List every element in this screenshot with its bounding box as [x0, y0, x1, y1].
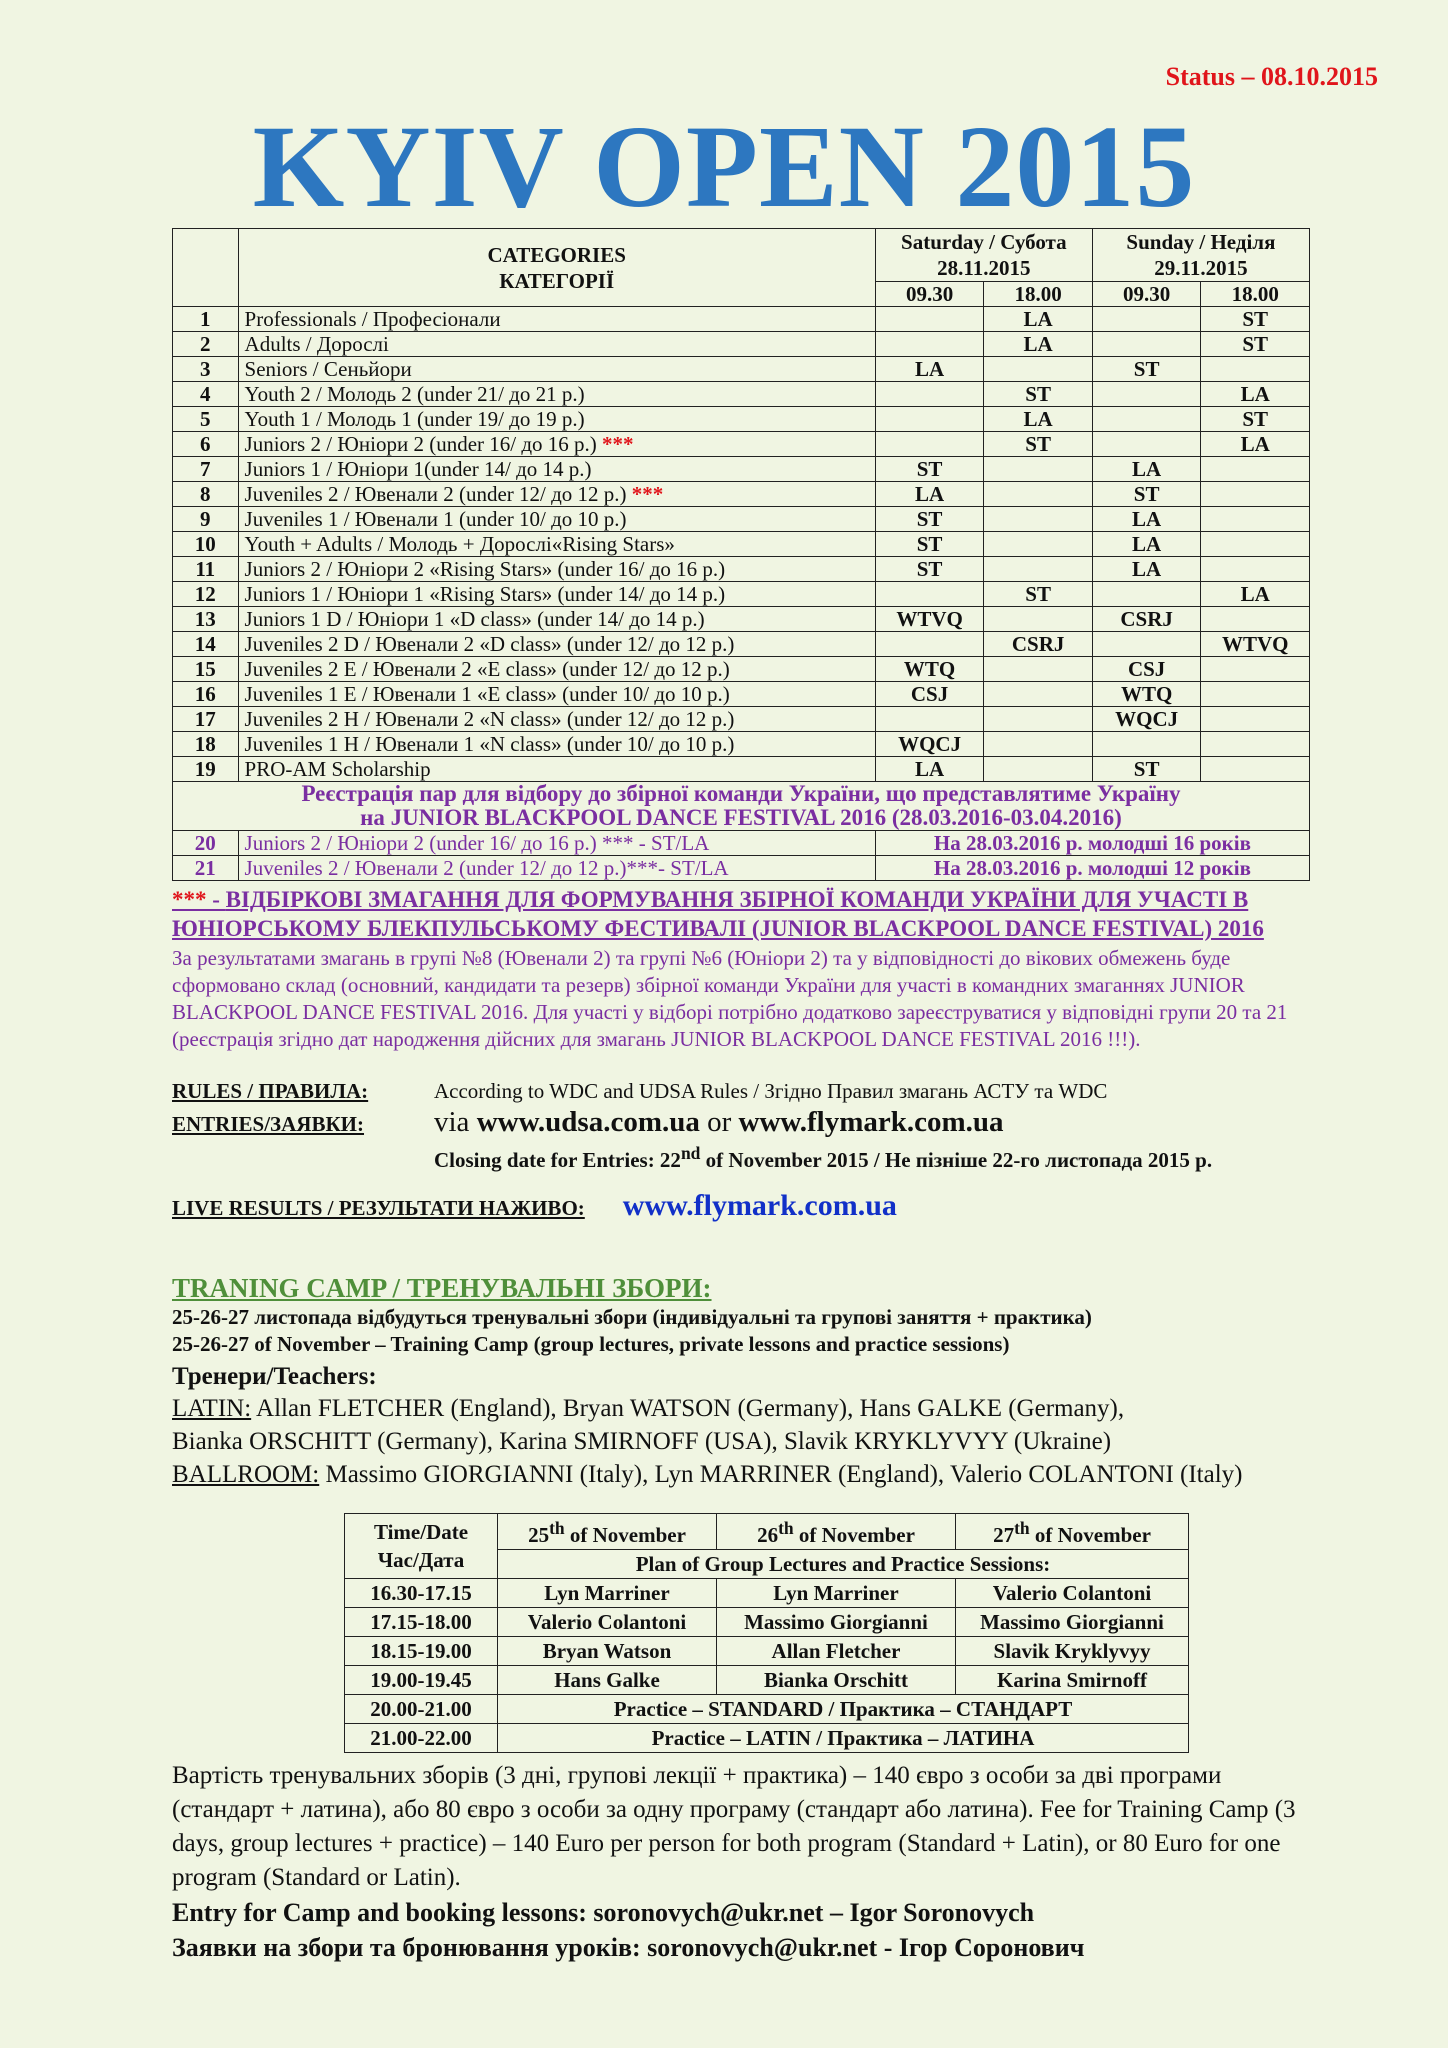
contact-en: Entry for Camp and booking lessons: soronovych@ukr.net – Igor Soronovych: [172, 1898, 1035, 1927]
slot-sat-evening: [984, 682, 1093, 707]
qualification-line-2: на JUNIOR BLACKPOOL DANCE FESTIVAL 2016 (28.03.2016-03.04.2016): [360, 805, 1122, 830]
slot-sat-morning: ST: [875, 557, 984, 582]
category-number: 19: [173, 757, 239, 782]
slot-sun-evening: LA: [1201, 582, 1310, 607]
schedule-row: [345, 1666, 1189, 1695]
slot-sat-evening: ST: [984, 382, 1093, 407]
schedule-teacher-day26: Bianka Orschitt: [717, 1666, 956, 1695]
category-number: 16: [173, 682, 239, 707]
category-name: Seniors / Сеньйори: [244, 357, 412, 381]
slot-sat-morning: [875, 432, 984, 457]
slot-sat-evening: LA: [984, 332, 1093, 357]
schedule-teacher-day27: Karina Smirnoff: [956, 1666, 1189, 1695]
selection-group-number: 21: [173, 856, 239, 881]
categories-header-ua: КАТЕГОРІЇ: [499, 268, 615, 293]
slot-sun-morning: [1092, 332, 1201, 357]
category-row: [173, 532, 1310, 557]
category-row: [173, 407, 1310, 432]
slot-sat-morning: [875, 307, 984, 332]
slot-sat-morning: [875, 707, 984, 732]
category-name: Youth 2 / Молодь 2 (under 21/ до 21 р.): [244, 382, 585, 406]
category-name-cell: [238, 482, 875, 507]
entries-label: ENTRIES/ЗАЯВКИ:: [172, 1112, 365, 1136]
slot-sat-evening: [984, 357, 1093, 382]
closing-date-sup: nd: [680, 1143, 701, 1163]
category-row: [173, 582, 1310, 607]
selection-body: За результатами змагань в групі №8 (Ювенали 2) та групі №6 (Юніори 2) та у відповідності до вікових обмежень буде сформовано склад (основний, кандидати та резерв) збірної команди України для участі в командних змаганнях JUNIOR BLACKPOOL DANCE FESTIVAL 2016. Для участі у відборі потрібно додатково зареєструватися у відповідні групи 20 та 21 (реєстрація згідно дат народження дійсних для змагань JUNIOR BLACKPOOL DANCE FESTIVAL 2016 !!!).: [172, 946, 1288, 1051]
category-name: Juveniles 1 E / Ювенали 1 «E class» (under 10/ до 10 р.): [244, 682, 730, 706]
slot-sat-morning: WTQ: [875, 657, 984, 682]
sunday-header: [1092, 229, 1309, 282]
slot-sun-evening: LA: [1201, 432, 1310, 457]
slot-sun-evening: [1201, 482, 1310, 507]
category-name: Juniors 2 / Юніори 2 (under 16/ до 16 р.): [244, 432, 597, 456]
category-name-cell: [238, 657, 875, 682]
slot-sat-evening: [984, 457, 1093, 482]
category-name: Youth + Adults / Молодь + Дорослі«Rising Stars»: [244, 532, 675, 556]
time-sat-morning: 09.30: [875, 282, 984, 307]
category-name: Juniors 1 D / Юніори 1 «D class» (under 14/ до 14 р.): [244, 607, 705, 631]
slot-sun-morning: LA: [1092, 507, 1201, 532]
schedule-day-27: 27th of November: [956, 1514, 1189, 1550]
category-number: 4: [173, 382, 239, 407]
category-name-cell: [238, 582, 875, 607]
slot-sun-evening: WTVQ: [1201, 632, 1310, 657]
slot-sun-morning: LA: [1092, 457, 1201, 482]
slot-sat-evening: [984, 607, 1093, 632]
slot-sat-evening: [984, 532, 1093, 557]
slot-sun-evening: [1201, 757, 1310, 782]
category-name-cell: [238, 757, 875, 782]
time-sun-morning: 09.30: [1092, 282, 1201, 307]
closing-date-text: Closing date for Entries: 22: [434, 1148, 681, 1172]
slot-sat-evening: [984, 707, 1093, 732]
ballroom-teachers: Massimo GIORGIANNI (Italy), Lyn MARRINER (England), Valerio COLANTONI (Italy): [319, 1461, 1243, 1488]
schedule-time-header-ua: Час/Дата: [377, 1548, 465, 1572]
schedule-teacher-day27: Valerio Colantoni: [956, 1579, 1189, 1608]
category-name-cell: [238, 607, 875, 632]
saturday-header: [875, 229, 1092, 282]
schedule-time-header-en: Time/Date: [373, 1520, 469, 1544]
slot-sat-evening: [984, 732, 1093, 757]
slot-sun-morning: CSRJ: [1092, 607, 1201, 632]
slot-sat-evening: ST: [984, 582, 1093, 607]
category-number: 14: [173, 632, 239, 657]
category-name: PRO-AM Scholarship: [244, 757, 431, 781]
time-sat-evening: 18.00: [984, 282, 1093, 307]
selection-group-row: [173, 856, 1310, 881]
slot-sat-evening: [984, 482, 1093, 507]
slot-sun-evening: LA: [1201, 382, 1310, 407]
sunday-date: 29.11.2015: [1154, 256, 1248, 280]
slot-sun-morning: WQCJ: [1092, 707, 1201, 732]
slot-sun-evening: [1201, 682, 1310, 707]
category-name-cell: [238, 357, 875, 382]
category-row: [173, 457, 1310, 482]
slot-sun-morning: LA: [1092, 557, 1201, 582]
teachers-ballroom: [172, 1458, 1312, 1491]
schedule-practice: Practice – LATIN / Практика – ЛАТИНА: [498, 1724, 1189, 1753]
teachers-latin-2: Bianka ORSCHITT (Germany), Karina SMIRNOFF (USA), Slavik KRYKLYVYY (Ukraine): [172, 1428, 1112, 1455]
schedule-teacher-day26: Massimo Giorgianni: [717, 1608, 956, 1637]
category-number: 7: [173, 457, 239, 482]
schedule-practice-row: [345, 1724, 1189, 1753]
category-name: Juveniles 1 / Ювенали 1 (under 10/ до 10 р.): [244, 507, 627, 531]
slot-sat-evening: CSRJ: [984, 632, 1093, 657]
slot-sun-morning: ST: [1092, 482, 1201, 507]
schedule-time: 18.15-19.00: [345, 1637, 498, 1666]
category-stars: ***: [631, 482, 664, 506]
schedule-plan-header: Plan of Group Lectures and Practice Sessions:: [498, 1550, 1189, 1579]
category-row: [173, 632, 1310, 657]
document-body: [172, 228, 1312, 1965]
selection-heading-text: ВІДБІРКОВІ ЗМАГАННЯ ДЛЯ ФОРМУВАННЯ ЗБІРНОЇ КОМАНДИ УКРАЇНИ ДЛЯ УЧАСТІ В ЮНІОРСЬКОМУ БЛЕКПУЛЬСЬКОМУ ФЕСТИВАЛІ (JUNIOR BLACKPOOL DANCE FESTIVAL) 2016: [172, 887, 1264, 941]
rules-label: RULES / ПРАВИЛА:: [172, 1079, 369, 1103]
category-number: 9: [173, 507, 239, 532]
category-number: 6: [173, 432, 239, 457]
camp-line-en: 25-26-27 of November – Training Camp (group lectures, private lessons and practice sessions): [172, 1332, 1010, 1356]
schedule-time: 19.00-19.45: [345, 1666, 498, 1695]
slot-sat-morning: LA: [875, 757, 984, 782]
rules-row: [172, 1079, 1312, 1104]
slot-sun-morning: ST: [1092, 757, 1201, 782]
category-stars: ***: [602, 432, 634, 456]
schedule-teacher-day25: Lyn Marriner: [498, 1579, 717, 1608]
slot-sun-evening: ST: [1201, 407, 1310, 432]
latin-label: LATIN:: [172, 1395, 252, 1422]
slot-sat-evening: [984, 557, 1093, 582]
slot-sun-morning: [1092, 382, 1201, 407]
slot-sun-morning: [1092, 432, 1201, 457]
slot-sun-evening: [1201, 357, 1310, 382]
selection-group-name: Juniors 2 / Юніори 2 (under 16/ до 16 р.) *** - ST/LA: [238, 831, 875, 856]
category-name-cell: [238, 707, 875, 732]
selection-dash: -: [206, 887, 226, 912]
slot-sat-morning: WQCJ: [875, 732, 984, 757]
slot-sat-morning: LA: [875, 357, 984, 382]
slot-sat-evening: [984, 657, 1093, 682]
slot-sun-evening: ST: [1201, 307, 1310, 332]
category-number: 5: [173, 407, 239, 432]
category-number: 11: [173, 557, 239, 582]
live-results-link[interactable]: www.flymark.com.ua: [622, 1189, 897, 1222]
slot-sun-morning: WTQ: [1092, 682, 1201, 707]
slot-sun-morning: [1092, 732, 1201, 757]
categories-header-en: CATEGORIES: [487, 242, 626, 267]
schedule-practice: Practice – STANDARD / Практика – СТАНДАРТ: [498, 1695, 1189, 1724]
selection-group-name: Juveniles 2 / Ювенали 2 (under 12/ до 12 р.)***- ST/LA: [238, 856, 875, 881]
category-row: [173, 682, 1310, 707]
schedule-row: [345, 1608, 1189, 1637]
category-number: 3: [173, 357, 239, 382]
slot-sat-evening: ST: [984, 432, 1093, 457]
qualification-note: [173, 782, 1310, 831]
closing-date: [434, 1143, 1312, 1173]
slot-sat-morning: LA: [875, 482, 984, 507]
schedule-time: 21.00-22.00: [345, 1724, 498, 1753]
category-name: Juniors 1 / Юніори 1 «Rising Stars» (under 14/ до 14 р.): [244, 582, 726, 606]
selection-heading: [172, 885, 1312, 943]
category-number: 10: [173, 532, 239, 557]
slot-sun-evening: [1201, 557, 1310, 582]
rules-text: According to WDC and UDSA Rules / Згідно Правил змагань АСТУ та WDC: [434, 1079, 1108, 1103]
schedule-row: [345, 1637, 1189, 1666]
schedule-time-header: [345, 1514, 498, 1579]
category-number: 1: [173, 307, 239, 332]
category-row: [173, 657, 1310, 682]
slot-sun-evening: [1201, 507, 1310, 532]
slot-sun-evening: [1201, 457, 1310, 482]
category-name: Juveniles 2 / Ювенали 2 (under 12/ до 12 р.): [244, 482, 627, 506]
categories-table: [172, 228, 1310, 881]
ballroom-label: BALLROOM:: [172, 1461, 320, 1488]
category-row: [173, 707, 1310, 732]
live-results-row: [172, 1189, 1312, 1223]
status-date: Status – 08.10.2015: [1165, 62, 1378, 91]
schedule-practice-row: [345, 1695, 1189, 1724]
contact-ua: Заявки на збори та бронювання уроків: soronovych@ukr.net - Ігор Соронович: [172, 1933, 1085, 1962]
schedule-time: 17.15-18.00: [345, 1608, 498, 1637]
category-number: 2: [173, 332, 239, 357]
camp-line-ua: 25-26-27 листопада відбудуться тренувальні збори (індивідуальні та групові заняття + практика): [172, 1305, 1092, 1329]
category-name: Juveniles 1 H / Ювенали 1 «N class» (under 10/ до 10 р.): [244, 732, 735, 756]
category-name-cell: [238, 507, 875, 532]
category-row: [173, 482, 1310, 507]
qualification-line-1: Реєстрація пар для відбору до збірної команди України, що представлятиме Україну: [301, 781, 1181, 806]
category-name: Juniors 1 / Юніори 1(under 14/ до 14 р.): [244, 457, 592, 481]
slot-sat-morning: [875, 407, 984, 432]
slot-sun-morning: ST: [1092, 357, 1201, 382]
category-number: 8: [173, 482, 239, 507]
slot-sat-evening: [984, 507, 1093, 532]
categories-header: [238, 229, 875, 307]
selection-group-number: 20: [173, 831, 239, 856]
category-name: Professionals / Професіонали: [244, 307, 501, 331]
slot-sun-morning: [1092, 307, 1201, 332]
category-row: [173, 757, 1310, 782]
latin-teachers-1: Allan FLETCHER (England), Bryan WATSON (Germany), Hans GALKE (Germany),: [251, 1395, 1125, 1422]
category-name-cell: [238, 632, 875, 657]
slot-sat-evening: LA: [984, 307, 1093, 332]
schedule-teacher-day26: Allan Fletcher: [717, 1637, 956, 1666]
schedule-time: 16.30-17.15: [345, 1579, 498, 1608]
slot-sat-morning: ST: [875, 457, 984, 482]
entries-link-flymark[interactable]: www.flymark.com.ua: [738, 1106, 1004, 1138]
slot-sat-morning: CSJ: [875, 682, 984, 707]
schedule-teacher-day25: Valerio Colantoni: [498, 1608, 717, 1637]
selection-stars: ***: [172, 887, 207, 912]
schedule-teacher-day27: Slavik Kryklyvyy: [956, 1637, 1189, 1666]
camp-title: TRANING CAMP / ТРЕНУВАЛЬНІ ЗБОРИ:: [172, 1273, 712, 1303]
category-name-cell: [238, 557, 875, 582]
category-name-cell: [238, 682, 875, 707]
category-name: Youth 1 / Молодь 1 (under 19/ до 19 р.): [244, 407, 585, 431]
category-row: [173, 557, 1310, 582]
sunday-label: Sunday / Неділя: [1126, 230, 1276, 254]
saturday-date: 28.11.2015: [937, 256, 1031, 280]
category-number: 15: [173, 657, 239, 682]
entries-link-udsa[interactable]: www.udsa.com.ua: [476, 1106, 700, 1138]
category-name: Adults / Дорослі: [244, 332, 389, 356]
schedule-day-25: 25th of November: [498, 1514, 717, 1550]
selection-group-row: [173, 831, 1310, 856]
category-row: [173, 507, 1310, 532]
entries-row: [172, 1106, 1312, 1139]
slot-sun-evening: [1201, 607, 1310, 632]
slot-sun-evening: ST: [1201, 332, 1310, 357]
slot-sun-morning: [1092, 582, 1201, 607]
category-row: [173, 432, 1310, 457]
slot-sat-morning: [875, 582, 984, 607]
category-name-cell: [238, 457, 875, 482]
slot-sat-morning: [875, 382, 984, 407]
category-name: Juniors 2 / Юніори 2 «Rising Stars» (under 16/ до 16 р.): [244, 557, 726, 581]
category-number: 13: [173, 607, 239, 632]
category-name: Juveniles 2 D / Ювенали 2 «D class» (under 12/ до 12 р.): [244, 632, 735, 656]
entries-or: or: [699, 1106, 739, 1138]
slot-sun-morning: LA: [1092, 532, 1201, 557]
category-row: [173, 607, 1310, 632]
schedule-teacher-day25: Hans Galke: [498, 1666, 717, 1695]
selection-group-note: На 28.03.2016 р. молодші 16 років: [875, 831, 1309, 856]
category-name-cell: [238, 732, 875, 757]
category-name-cell: [238, 307, 875, 332]
schedule-teacher-day25: Bryan Watson: [498, 1637, 717, 1666]
page-title: KYIV OPEN 2015: [252, 101, 1196, 232]
slot-sat-morning: ST: [875, 507, 984, 532]
slot-sat-evening: [984, 757, 1093, 782]
teachers-title: Тренери/Teachers:: [172, 1363, 377, 1390]
category-row: [173, 357, 1310, 382]
category-number: 18: [173, 732, 239, 757]
category-name-cell: [238, 532, 875, 557]
qualification-row: [173, 782, 1310, 831]
category-row: [173, 732, 1310, 757]
slot-sat-morning: [875, 632, 984, 657]
schedule-teacher-day27: Massimo Giorgianni: [956, 1608, 1189, 1637]
slot-sat-morning: WTVQ: [875, 607, 984, 632]
slot-sun-morning: CSJ: [1092, 657, 1201, 682]
slot-sat-morning: [875, 332, 984, 357]
slot-sat-evening: LA: [984, 407, 1093, 432]
category-name-cell: [238, 382, 875, 407]
schedule-row: [345, 1579, 1189, 1608]
slot-sun-evening: [1201, 657, 1310, 682]
category-row: [173, 307, 1310, 332]
entries-via: via: [434, 1106, 477, 1138]
category-name-cell: [238, 432, 875, 457]
schedule-day-26: 26th of November: [717, 1514, 956, 1550]
live-results-label: LIVE RESULTS / РЕЗУЛЬТАТИ НАЖИВО:: [172, 1196, 585, 1220]
slot-sun-morning: [1092, 632, 1201, 657]
selection-group-note: На 28.03.2016 р. молодші 12 років: [875, 856, 1309, 881]
category-name: Juveniles 2 H / Ювенали 2 «N class» (under 12/ до 12 р.): [244, 707, 735, 731]
category-name-cell: [238, 407, 875, 432]
category-name: Juveniles 2 E / Ювенали 2 «E class» (under 12/ до 12 р.): [244, 657, 730, 681]
schedule-table: [344, 1513, 1189, 1753]
slot-sun-evening: [1201, 732, 1310, 757]
category-name-cell: [238, 332, 875, 357]
category-number: 17: [173, 707, 239, 732]
slot-sun-morning: [1092, 407, 1201, 432]
category-row: [173, 382, 1310, 407]
schedule-teacher-day26: Lyn Marriner: [717, 1579, 956, 1608]
time-sun-evening: 18.00: [1201, 282, 1310, 307]
closing-date-text-2: of November 2015 / Не пізніше 22-го листопада 2015 р.: [700, 1148, 1213, 1172]
saturday-label: Saturday / Субота: [901, 230, 1067, 254]
schedule-time: 20.00-21.00: [345, 1695, 498, 1724]
slot-sat-morning: ST: [875, 532, 984, 557]
category-number: 12: [173, 582, 239, 607]
header-blank: [173, 229, 239, 307]
camp-fee: Вартість тренувальних зборів (3 дні, групові лекції + практика) – 140 євро з особи за дві програми (стандарт + латина), або 80 євро з особи за одну програму (стандарт або латина). Fee for Training Camp (3 days, group lectures + practice) – 140 Euro per person for both program (Standard + Latin), or 80 Euro for one program (Standard or Latin).: [172, 1762, 1296, 1891]
teachers-latin: [172, 1392, 1312, 1425]
slot-sun-evening: [1201, 532, 1310, 557]
slot-sun-evening: [1201, 707, 1310, 732]
category-row: [173, 332, 1310, 357]
